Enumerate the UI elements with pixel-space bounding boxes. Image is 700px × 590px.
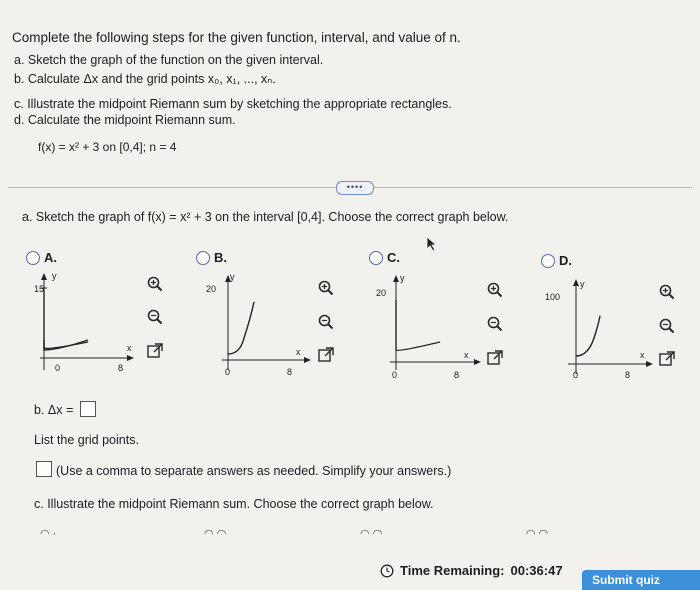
- option-b-ylabel: y: [230, 272, 235, 282]
- zoom-in-icon[interactable]: [317, 279, 335, 297]
- option-b-radio[interactable]: [196, 251, 210, 265]
- option-d-radio[interactable]: [541, 254, 555, 268]
- option-c-ylabel: y: [400, 273, 405, 283]
- zoom-out-icon[interactable]: [486, 315, 504, 333]
- mouse-cursor-icon: [426, 236, 438, 252]
- option-a-ytick: 15: [34, 284, 45, 294]
- option-c-xlabel: x: [464, 350, 469, 360]
- timer-value: 00:36:47: [510, 563, 563, 578]
- zoom-in-icon[interactable]: [146, 275, 164, 293]
- clock-icon: [380, 564, 394, 578]
- option-d-ytick: 100: [545, 292, 561, 302]
- grid-points-input[interactable]: [36, 461, 52, 477]
- part-c-prompt: c. Illustrate the midpoint Riemann sum. Choose the correct graph below.: [34, 497, 434, 511]
- zoom-out-icon[interactable]: [317, 313, 335, 331]
- option-a-label[interactable]: A.: [44, 250, 57, 265]
- option-c-xend: 8: [454, 370, 460, 380]
- part-c-option-b-partial[interactable]: ◠ ◠: [204, 528, 227, 540]
- part-b-label: b. Δx =: [34, 403, 74, 417]
- option-d-zero: 0: [573, 370, 579, 380]
- timer-label: Time Remaining:: [400, 563, 505, 578]
- option-b-ytick: 20: [206, 284, 217, 294]
- part-a-prompt: a. Sketch the graph of f(x) = x² + 3 on the interval [0,4]. Choose the correct graph below.: [22, 210, 509, 224]
- option-a-graph: [28, 270, 136, 375]
- option-b-graph: [206, 270, 314, 375]
- step-c: c. Illustrate the midpoint Riemann sum by sketching the appropriate rectangles.: [14, 97, 452, 111]
- grid-points-prompt: List the grid points.: [34, 433, 139, 447]
- option-d-xend: 8: [625, 370, 631, 380]
- option-a-xend: 8: [118, 363, 124, 373]
- timer: [380, 563, 563, 578]
- option-d-ylabel: y: [580, 279, 585, 289]
- option-a-radio[interactable]: [26, 251, 40, 265]
- option-d-label[interactable]: D.: [559, 253, 572, 268]
- option-a-xlabel: x: [127, 343, 132, 353]
- expand-button[interactable]: ••••: [336, 181, 374, 195]
- question-intro: Complete the following steps for the given function, interval, and value of n.: [12, 30, 461, 45]
- option-b-zero: 0: [225, 367, 231, 377]
- grid-points-hint: (Use a comma to separate answers as needed. Simplify your answers.): [56, 464, 452, 478]
- option-d-graph: [546, 274, 654, 379]
- part-c-option-d-partial[interactable]: ◠ ◠: [526, 528, 549, 540]
- step-d: d. Calculate the midpoint Riemann sum.: [14, 113, 236, 127]
- option-c-label[interactable]: C.: [387, 250, 400, 265]
- option-b-xend: 8: [287, 367, 293, 377]
- zoom-in-icon[interactable]: [658, 283, 676, 301]
- option-b-xlabel: x: [296, 347, 301, 357]
- option-c-radio[interactable]: [369, 251, 383, 265]
- submit-quiz-button[interactable]: Submit quiz: [582, 570, 700, 590]
- step-a: a. Sketch the graph of the function on the given interval.: [14, 53, 324, 67]
- popout-icon[interactable]: [658, 350, 676, 368]
- popout-icon[interactable]: [486, 349, 504, 367]
- popout-icon[interactable]: [317, 346, 335, 364]
- zoom-out-icon[interactable]: [146, 308, 164, 326]
- option-d-xlabel: x: [640, 350, 645, 360]
- option-c-ytick: 20: [376, 288, 387, 298]
- zoom-in-icon[interactable]: [486, 281, 504, 299]
- zoom-out-icon[interactable]: [658, 317, 676, 335]
- option-a-ylabel: y: [52, 271, 57, 281]
- option-a-zero: 0: [55, 363, 61, 373]
- option-b-label[interactable]: B.: [214, 250, 227, 265]
- delta-x-input[interactable]: [80, 401, 96, 417]
- function-statement: f(x) = x² + 3 on [0,4]; n = 4: [38, 140, 177, 154]
- option-c-zero: 0: [392, 370, 398, 380]
- part-c-option-c-partial[interactable]: ◠ ◠: [360, 528, 383, 540]
- step-b: b. Calculate Δx and the grid points x₀, x₁, ..., xₙ.: [14, 72, 276, 86]
- part-c-option-a-partial[interactable]: ◠ ·: [40, 528, 57, 540]
- popout-icon[interactable]: [146, 342, 164, 360]
